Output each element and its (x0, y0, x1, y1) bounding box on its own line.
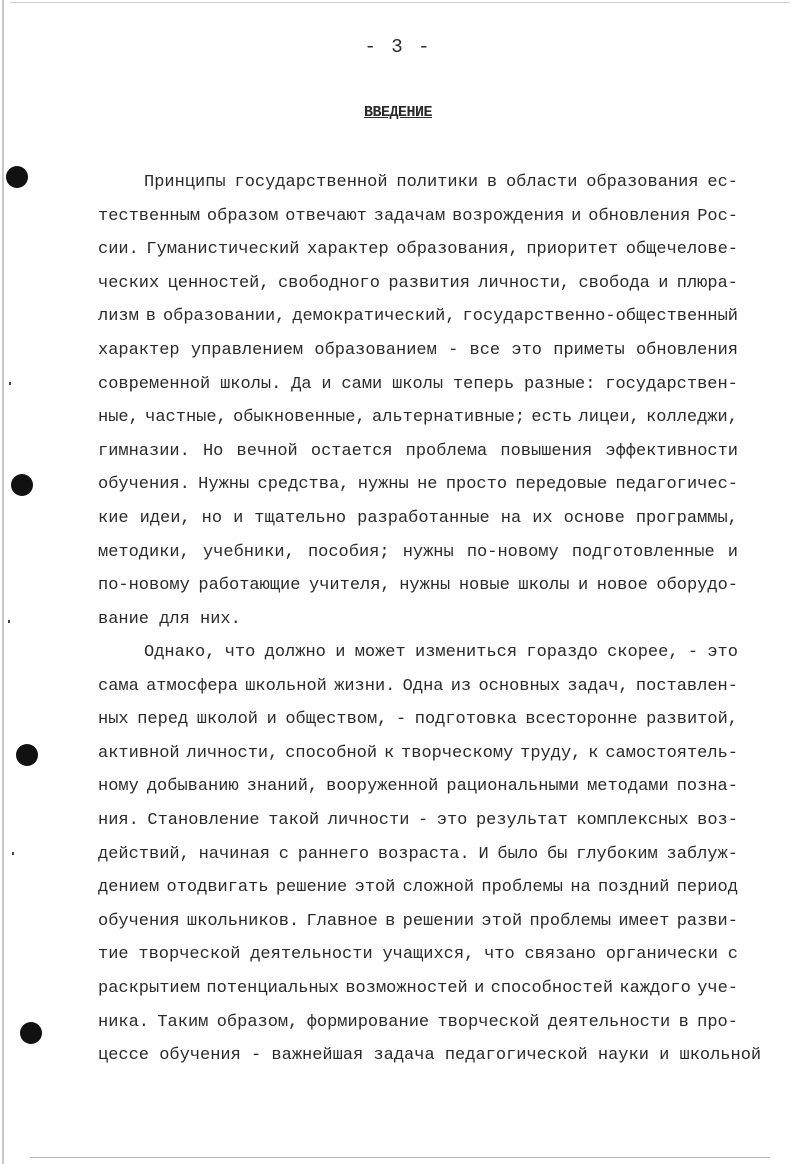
text-line: тественным образом отвечают задачам возрождения и обновления Рос- (98, 206, 738, 226)
page-number: - 3 - (364, 36, 432, 58)
punch-hole-mark (6, 166, 28, 188)
text-line: сама атмосфера школьной жизни. Одна из основных задач, поставлен- (98, 676, 738, 696)
text-line: методики, учебники, пособия; нужны по-новому подготовленные и (98, 542, 738, 562)
top-rule (10, 2, 790, 3)
text-line: характер управлением образованием - все это приметы обновления (98, 340, 738, 360)
text-line: Однако, что должно и может измениться гораздо скорее, - это (144, 643, 738, 662)
text-line: гимназии. Но вечной остается проблема повышения эффективности (98, 441, 738, 461)
punch-hole-mark (16, 744, 38, 766)
text-line: тие творческой деятельности учащихся, что связано органически с (98, 945, 738, 965)
text-line: действий, начиная с раннего возраста. И было бы глубоким заблуж- (98, 844, 738, 864)
paragraph-2 (98, 636, 762, 1073)
text-line: цессе обучения - важнейшая задача педагогической науки и школьной (98, 1046, 762, 1066)
text-line: кие идеи, но и тщательно разработанные на их основе программы, (98, 508, 738, 528)
punch-hole-mark (20, 1022, 42, 1044)
text-line: активной личности, способной к творческому труду, к самостоятель- (98, 743, 738, 763)
text-line: ческих ценностей, свободного развития личности, свобода и плюра- (98, 273, 738, 293)
scan-speck (9, 382, 11, 385)
text-line: ника. Таким образом, формирование творческой деятельности в про- (98, 1012, 738, 1032)
text-line: современной школы. Да и сами школы теперь разные: государствен- (98, 374, 738, 394)
paragraph-1 (98, 166, 738, 636)
text-line: дением отодвигать решение этой сложной проблемы на поздний период (98, 878, 738, 898)
text-line: ных перед школой и обществом, - подготовка всесторонне развитой, (98, 710, 738, 730)
text-line: по-новому работающие учителя, нужны новые школы и новое оборудо- (98, 576, 738, 596)
text-line: лизм в образовании, демократический, государственно-общественный (98, 307, 738, 327)
text-line: сии. Гуманистический характер образования, приоритет общечелове- (98, 240, 738, 260)
section-title: ВВЕДЕНИЕ (363, 104, 432, 121)
text-line: ному добыванию знаний, вооруженной рациональными методами позна- (98, 777, 738, 797)
text-line: Принципы государственной политики в области образования ес- (144, 173, 738, 192)
text-line: обучения школьников. Главное в решении этой проблемы имеет разви- (98, 911, 738, 931)
scan-border (2, 0, 4, 1164)
text-line: обучения. Нужны средства, нужны не просто передовые педагогичес- (98, 475, 738, 495)
scan-speck (12, 852, 14, 855)
text-line: ния. Становление такой личности - это результат комплексных воз- (98, 810, 738, 830)
text-line: ные, частные, обыкновенные, альтернативные; есть лицеи, колледжи, (98, 408, 738, 428)
bottom-rule (30, 1157, 770, 1158)
text-line: вание для них. (98, 609, 241, 629)
scan-speck (8, 620, 10, 623)
punch-hole-mark (11, 474, 33, 496)
text-line: раскрытием потенциальных возможностей и способностей каждого уче- (98, 978, 738, 998)
